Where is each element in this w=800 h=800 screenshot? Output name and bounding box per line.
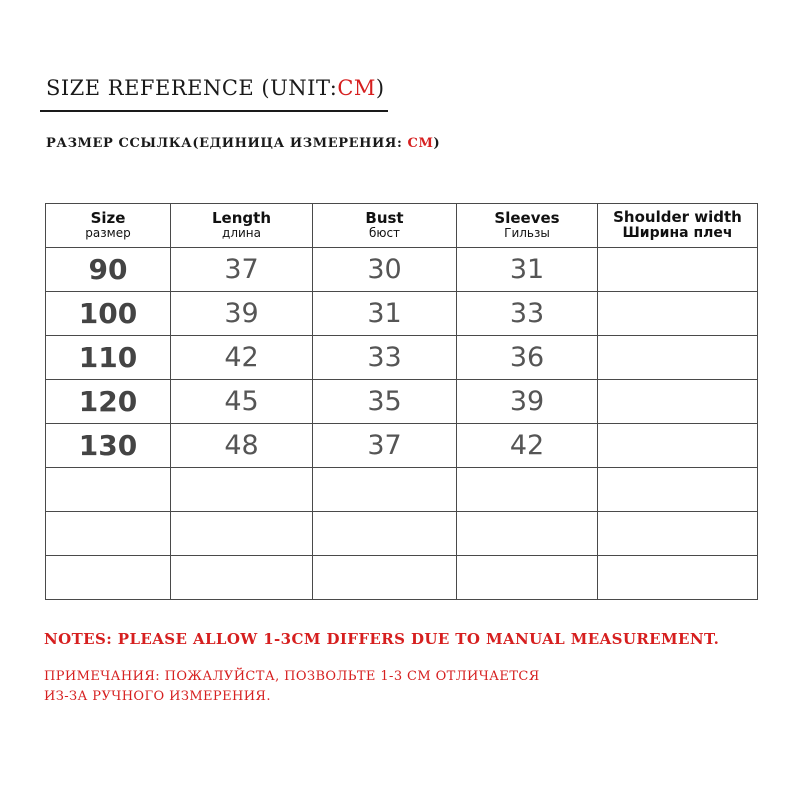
empty-cell xyxy=(171,556,313,600)
header-length-label: Length xyxy=(212,209,271,227)
cell-sleeves xyxy=(457,336,598,380)
note-russian xyxy=(44,667,664,707)
cell-length xyxy=(171,424,313,468)
table-row xyxy=(46,248,758,292)
empty-cell xyxy=(598,468,758,512)
header-sleeves-sub: Гильзы xyxy=(504,226,550,240)
cell-length xyxy=(171,292,313,336)
length-value: 37 xyxy=(224,254,259,285)
table-row xyxy=(46,292,758,336)
header-length xyxy=(171,204,313,248)
empty-cell xyxy=(313,512,457,556)
cell-sleeves xyxy=(457,424,598,468)
size-value: 100 xyxy=(78,297,138,330)
cell-shoulder xyxy=(598,248,758,292)
table-row xyxy=(46,424,758,468)
bust-value: 37 xyxy=(367,430,402,461)
empty-cell xyxy=(313,556,457,600)
header-size-sub: размер xyxy=(85,226,131,240)
cell-bust xyxy=(313,424,457,468)
empty-cell xyxy=(313,468,457,512)
cell-length xyxy=(171,248,313,292)
bust-value: 30 xyxy=(367,254,402,285)
empty-table-row xyxy=(46,468,758,512)
bust-value: 33 xyxy=(367,342,402,373)
size-value: 110 xyxy=(78,341,138,374)
title-ru-prefix: РАЗМЕР ССЫЛКА(ЕДИНИЦА ИЗМЕРЕНИЯ: xyxy=(46,136,408,151)
header-size xyxy=(46,204,171,248)
cell-sleeves xyxy=(457,292,598,336)
cell-shoulder xyxy=(598,380,758,424)
empty-cell xyxy=(171,468,313,512)
table-header-row xyxy=(46,204,758,248)
cell-length xyxy=(171,380,313,424)
header-bust-label: Bust xyxy=(365,209,404,227)
cell-shoulder xyxy=(598,336,758,380)
header-length-sub: длина xyxy=(222,226,261,240)
size-value: 120 xyxy=(78,385,138,418)
empty-cell xyxy=(457,512,598,556)
title-ru-suffix: ) xyxy=(433,136,441,151)
page-title-ru xyxy=(46,136,440,151)
title-underline xyxy=(40,110,388,112)
header-sleeves xyxy=(457,204,598,248)
cell-length xyxy=(171,336,313,380)
empty-cell xyxy=(171,512,313,556)
empty-cell xyxy=(46,556,171,600)
header-shoulder-label: Shoulder width xyxy=(613,208,742,226)
title-en-prefix: SIZE REFERENCE (UNIT: xyxy=(46,76,338,100)
title-en-suffix: ) xyxy=(375,76,385,100)
sleeves-value: 36 xyxy=(509,342,545,373)
cell-bust xyxy=(313,380,457,424)
title-ru-unit: СМ xyxy=(407,136,434,151)
cell-shoulder xyxy=(598,424,758,468)
sleeves-value: 31 xyxy=(509,254,545,285)
title-en-unit: CM xyxy=(337,76,376,100)
empty-table-row xyxy=(46,556,758,600)
header-bust xyxy=(313,204,457,248)
length-value: 48 xyxy=(224,430,259,461)
header-size-label: Size xyxy=(90,209,126,227)
header-shoulder xyxy=(598,204,758,248)
bust-value: 35 xyxy=(367,386,402,417)
empty-cell xyxy=(598,556,758,600)
page-title-en xyxy=(46,76,385,100)
length-value: 39 xyxy=(224,298,259,329)
cell-size xyxy=(46,292,171,336)
size-value: 130 xyxy=(78,429,138,462)
table-row xyxy=(46,380,758,424)
length-value: 42 xyxy=(224,342,259,373)
cell-sleeves xyxy=(457,248,598,292)
empty-cell xyxy=(598,512,758,556)
header-shoulder-sub: Ширина плеч xyxy=(622,225,733,241)
cell-bust xyxy=(313,292,457,336)
cell-size xyxy=(46,424,171,468)
size-table xyxy=(45,203,758,600)
empty-cell xyxy=(46,512,171,556)
cell-size xyxy=(46,336,171,380)
cell-shoulder xyxy=(598,292,758,336)
cell-size xyxy=(46,380,171,424)
note-russian-line-1: ПРИМЕЧАНИЯ: ПОЖАЛУЙСТА, ПОЗВОЛЬТЕ 1-3 СМ ОТЛИЧАЕТСЯ xyxy=(44,669,540,684)
empty-cell xyxy=(457,556,598,600)
cell-bust xyxy=(313,336,457,380)
cell-size xyxy=(46,248,171,292)
size-value: 90 xyxy=(88,253,128,286)
cell-bust xyxy=(313,248,457,292)
note-russian-line-2: ИЗ-ЗА РУЧНОГО ИЗМЕРЕНИЯ. xyxy=(44,689,271,704)
sleeves-value: 33 xyxy=(509,298,545,329)
table-row xyxy=(46,336,758,380)
header-sleeves-label: Sleeves xyxy=(494,209,560,227)
sleeves-value: 39 xyxy=(509,386,545,417)
empty-cell xyxy=(457,468,598,512)
length-value: 45 xyxy=(224,386,259,417)
header-bust-sub: бюст xyxy=(368,226,401,240)
empty-cell xyxy=(46,468,171,512)
note-english: NOTES: PLEASE ALLOW 1-3CM DIFFERS DUE TO MANUAL MEASUREMENT. xyxy=(44,630,720,648)
cell-sleeves xyxy=(457,380,598,424)
bust-value: 31 xyxy=(367,298,402,329)
sleeves-value: 42 xyxy=(509,430,545,461)
empty-table-row xyxy=(46,512,758,556)
